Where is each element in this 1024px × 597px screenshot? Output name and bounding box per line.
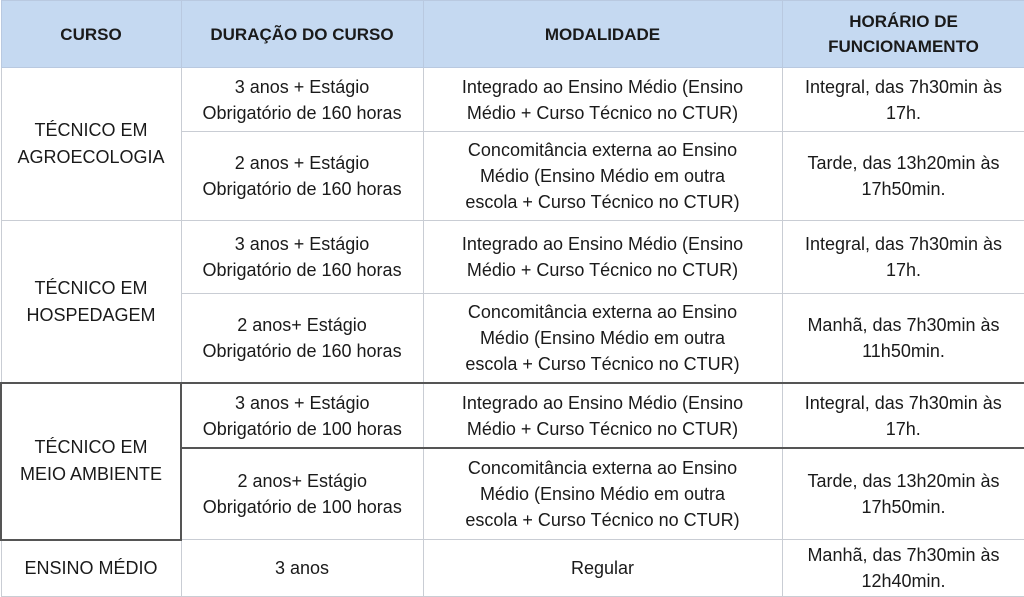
table-row [1, 383, 1024, 448]
duration-cell: 3 anos + Estágio Obrigatório de 160 horas [181, 221, 423, 294]
duration-cell: 2 anos+ Estágio Obrigatório de 160 horas [181, 294, 423, 384]
modality-cell: Regular [423, 540, 782, 597]
schedule-cell: Tarde, das 13h20min às 17h50min. [782, 448, 1024, 540]
modality-cell: Integrado ao Ensino Médio (Ensino Médio + Curso Técnico no CTUR) [423, 68, 782, 132]
modality-cell: Concomitância externa ao Ensino Médio (Ensino Médio em outra escola + Curso Técnico no CTUR) [423, 448, 782, 540]
modality-cell: Integrado ao Ensino Médio (Ensino Médio + Curso Técnico no CTUR) [423, 383, 782, 448]
header-horario: HORÁRIO DE FUNCIONAMENTO [782, 1, 1024, 68]
schedule-cell: Integral, das 7h30min às 17h. [782, 221, 1024, 294]
modality-cell: Concomitância externa ao Ensino Médio (Ensino Médio em outra escola + Curso Técnico no CTUR) [423, 132, 782, 221]
course-name: TÉCNICO EM HOSPEDAGEM [1, 221, 181, 384]
header-modalidade: MODALIDADE [423, 1, 782, 68]
header-curso: CURSO [1, 1, 181, 68]
schedule-cell: Tarde, das 13h20min às 17h50min. [782, 132, 1024, 221]
modality-cell: Concomitância externa ao Ensino Médio (Ensino Médio em outra escola + Curso Técnico no CTUR) [423, 294, 782, 384]
schedule-cell: Integral, das 7h30min às 17h. [782, 68, 1024, 132]
course-name: TÉCNICO EM AGROECOLOGIA [1, 68, 181, 221]
table-row [1, 68, 1024, 132]
duration-cell: 3 anos [181, 540, 423, 597]
duration-cell: 3 anos + Estágio Obrigatório de 160 horas [181, 68, 423, 132]
duration-cell: 3 anos + Estágio Obrigatório de 100 horas [181, 383, 423, 448]
schedule-cell: Manhã, das 7h30min às 12h40min. [782, 540, 1024, 597]
table-row [1, 221, 1024, 294]
duration-cell: 2 anos+ Estágio Obrigatório de 100 horas [181, 448, 423, 540]
schedule-cell: Manhã, das 7h30min às 11h50min. [782, 294, 1024, 384]
header-row [1, 1, 1024, 68]
modality-cell: Integrado ao Ensino Médio (Ensino Médio + Curso Técnico no CTUR) [423, 221, 782, 294]
course-name: TÉCNICO EM MEIO AMBIENTE [1, 383, 181, 540]
header-duracao: DURAÇÃO DO CURSO [181, 1, 423, 68]
schedule-cell: Integral, das 7h30min às 17h. [782, 383, 1024, 448]
course-name: ENSINO MÉDIO [1, 540, 181, 597]
duration-cell: 2 anos + Estágio Obrigatório de 160 horas [181, 132, 423, 221]
table-row [1, 540, 1024, 597]
